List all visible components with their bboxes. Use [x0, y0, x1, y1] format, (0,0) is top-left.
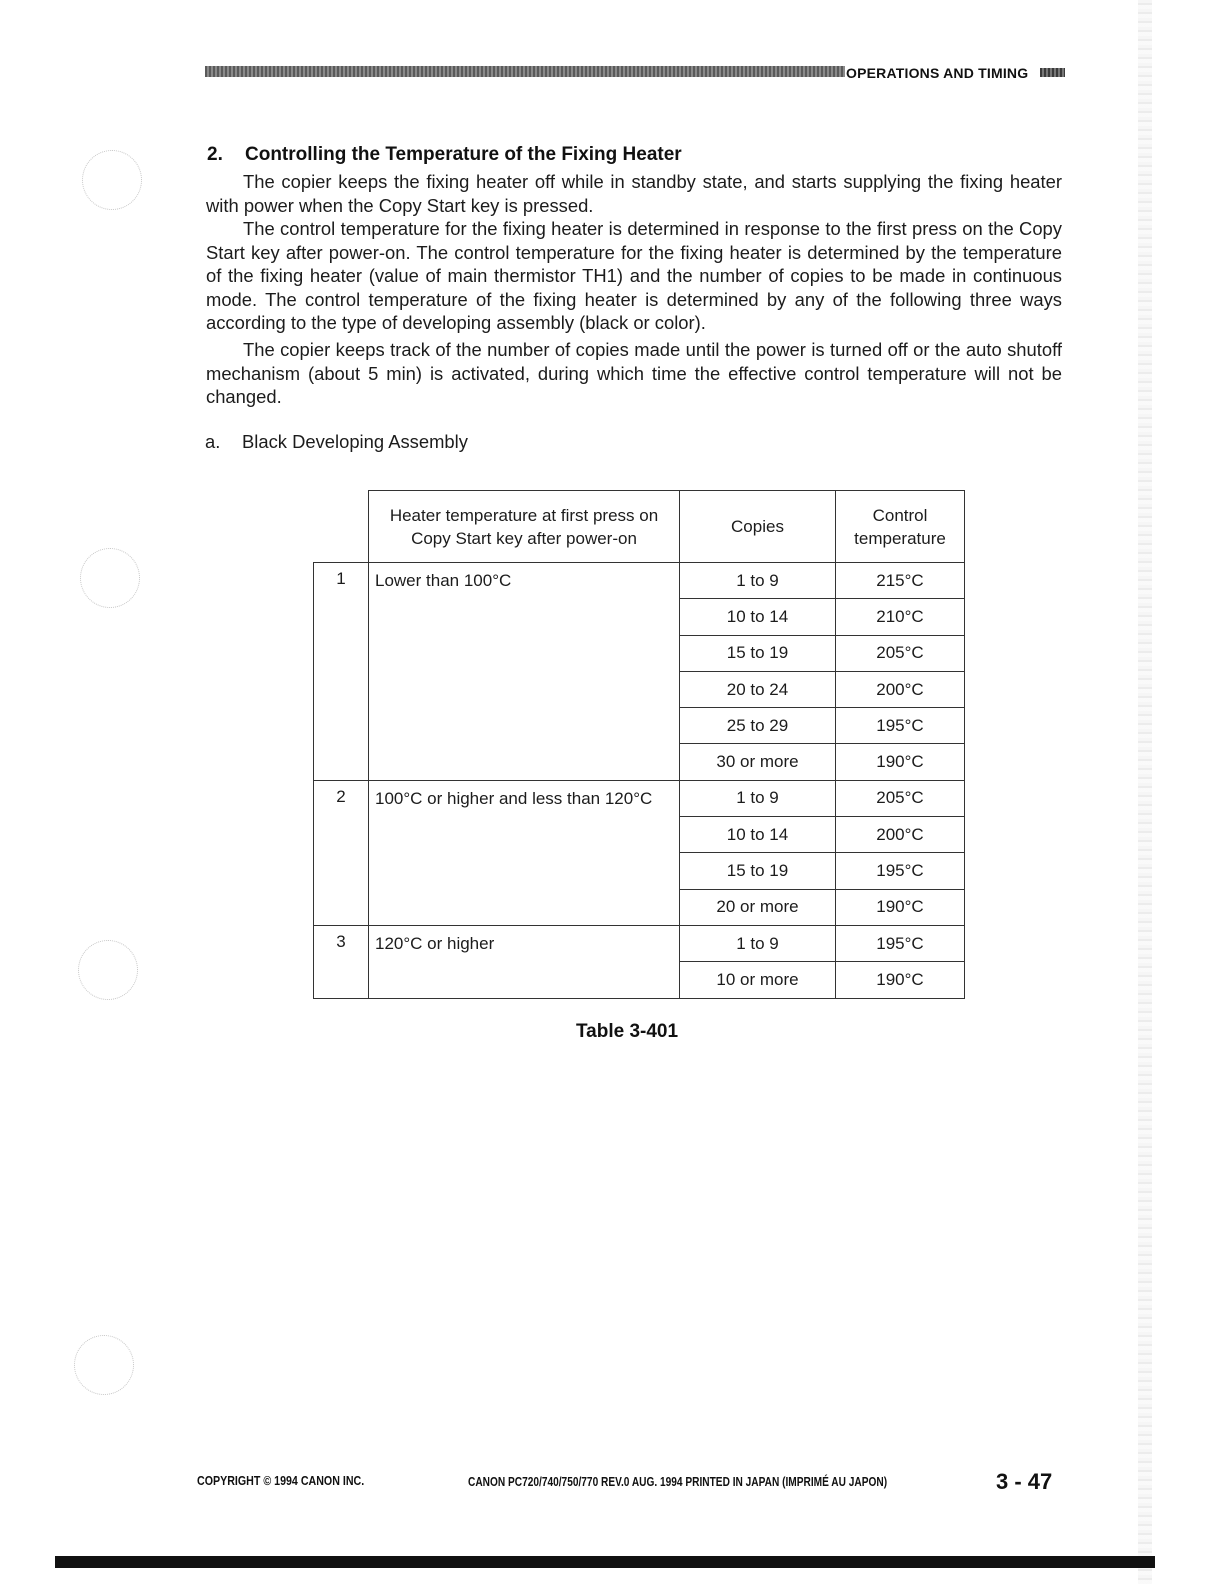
- heater-range: 100°C or higher and less than 120°C: [369, 780, 680, 925]
- punch-hole-icon: [80, 548, 140, 608]
- header-copies: Copies: [680, 491, 836, 563]
- header-rule: [205, 66, 845, 77]
- temperature-cell: 210°C: [836, 599, 965, 635]
- temperature-cell: 195°C: [836, 925, 965, 961]
- scan-edge: [1138, 0, 1152, 1584]
- temperature-table: [313, 490, 965, 999]
- table-row: [314, 563, 965, 599]
- header-control-temperature: Control temperature: [836, 491, 965, 563]
- section-title: Controlling the Temperature of the Fixing Heater: [245, 144, 682, 165]
- copies-cell: 1 to 9: [680, 780, 836, 816]
- bottom-scan-bar: [55, 1556, 1155, 1568]
- footer-publication: CANON PC720/740/750/770 REV.0 AUG. 1994 PRINTED IN JAPAN (IMPRIMÉ AU JAPON): [468, 1474, 888, 1489]
- running-header: OPERATIONS AND TIMING: [846, 65, 1029, 81]
- copies-cell: 20 or more: [680, 889, 836, 925]
- table-header-row: [314, 491, 965, 563]
- paragraph: The copier keeps the fixing heater off while in standby state, and starts supplying the fixing heater with power when the Copy Start key is pressed.: [206, 171, 1062, 216]
- subsection-letter: a.: [205, 431, 221, 452]
- footer-copyright: COPYRIGHT © 1994 CANON INC.: [197, 1473, 365, 1488]
- punch-hole-icon: [78, 940, 138, 1000]
- table-row: [314, 780, 965, 816]
- copies-cell: 10 or more: [680, 962, 836, 998]
- temperature-cell: 195°C: [836, 708, 965, 744]
- group-index: 3: [314, 925, 369, 998]
- punch-hole-icon: [82, 150, 142, 210]
- paragraph: The control temperature for the fixing heater is determined in response to the first press on the Copy Start key after power-on. The control temperature for the fixing heater is determined by the temperature of the fixing heater (value of main thermistor TH1) and the number of copies to be made in continuous mode. The control temperature of the fixing heater is determined by any of the following three ways according to the type of developing assembly (black or color).: [206, 218, 1062, 334]
- temperature-cell: 205°C: [836, 635, 965, 671]
- punch-hole-icon: [74, 1335, 134, 1395]
- group-index: 1: [314, 563, 369, 781]
- temperature-cell: 205°C: [836, 780, 965, 816]
- copies-cell: 30 or more: [680, 744, 836, 780]
- heater-range: Lower than 100°C: [369, 563, 680, 781]
- subsection-heading: [205, 431, 468, 453]
- temperature-cell: 200°C: [836, 817, 965, 853]
- section-heading: [207, 144, 682, 166]
- temperature-cell: 190°C: [836, 962, 965, 998]
- paragraph: The copier keeps track of the number of copies made until the power is turned off or the auto shutoff mechanism (about 5 min) is activated, during which time the effective control temperature will not be changed.: [206, 339, 1062, 408]
- header-heater-temperature: Heater temperature at first press on Copy Start key after power-on: [369, 491, 680, 563]
- copies-cell: 15 to 19: [680, 853, 836, 889]
- copies-cell: 10 to 14: [680, 817, 836, 853]
- copies-cell: 20 to 24: [680, 671, 836, 707]
- temperature-cell: 200°C: [836, 671, 965, 707]
- section-number: 2.: [207, 144, 223, 165]
- group-index: 2: [314, 780, 369, 925]
- temperature-cell: 190°C: [836, 889, 965, 925]
- table-row: [314, 925, 965, 961]
- heater-range: 120°C or higher: [369, 925, 680, 998]
- header-rule-end: [1040, 68, 1065, 77]
- temperature-cell: 195°C: [836, 853, 965, 889]
- copies-cell: 1 to 9: [680, 563, 836, 599]
- subsection-title: Black Developing Assembly: [242, 431, 468, 452]
- copies-cell: 10 to 14: [680, 599, 836, 635]
- copies-cell: 15 to 19: [680, 635, 836, 671]
- temperature-cell: 215°C: [836, 563, 965, 599]
- page-number: 3 - 47: [996, 1469, 1053, 1494]
- table-caption: Table 3-401: [575, 1021, 679, 1042]
- copies-cell: 25 to 29: [680, 708, 836, 744]
- table-corner: [314, 491, 369, 563]
- temperature-cell: 190°C: [836, 744, 965, 780]
- copies-cell: 1 to 9: [680, 925, 836, 961]
